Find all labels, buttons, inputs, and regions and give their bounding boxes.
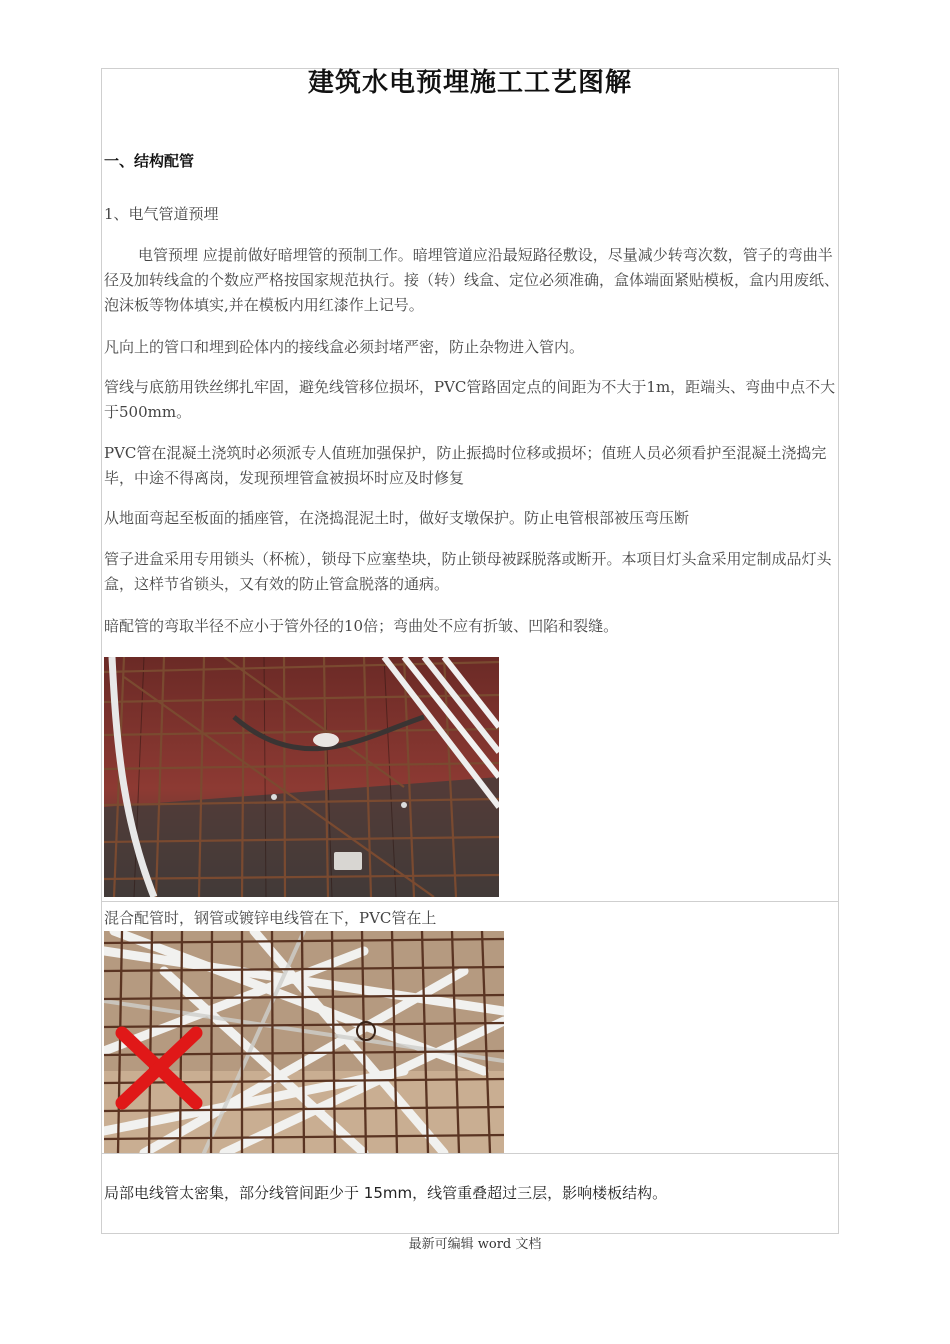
page-title: 建筑水电预埋施工工艺图解 bbox=[307, 68, 632, 98]
subsection-heading: 1、电气管道预埋 bbox=[104, 205, 219, 223]
paragraph: 暗配管的弯取半径不应小于管外径的10倍；弯曲处不应有折皱、凹陷和裂缝。 bbox=[104, 617, 619, 635]
paragraph: PVC管在混凝土浇筑时必须派专人值班加强保护，防止振捣时位移或损坏；值班人员必须看护至混凝土浇捣完毕，中途不得离岗，发现预埋管盒被损坏时应及时修复 bbox=[104, 444, 827, 487]
paragraph: 管线与底筋用铁丝绑扎牢固，避免线管移位损坏，PVC管路固定点的间距为不大于1m，距端头、弯曲中点不大于500mm。 bbox=[104, 378, 836, 421]
photo-caption: 局部电线管太密集，部分线管间距少于 15mm，线管重叠超过三层，影响楼板结构。 bbox=[104, 1184, 668, 1202]
section-heading: 一、结构配管 bbox=[104, 152, 195, 170]
divider bbox=[101, 901, 839, 902]
page-footer: 最新可编辑 word 文档 bbox=[408, 1237, 542, 1252]
divider bbox=[101, 1153, 839, 1154]
dense-conduit-photo bbox=[104, 931, 504, 1153]
paragraph: 从地面弯起至板面的插座管，在浇捣混泥土时，做好支墩保护。防止电管根部被压弯压断 bbox=[104, 509, 690, 527]
paragraph: 管子进盒采用专用锁头（杯梳），锁母下应塞垫块，防止锁母被踩脱落或断开。本项目灯头盒采用定制成品灯头盒，这样节省锁头，又有效的防止管盒脱落的通病。 bbox=[104, 550, 832, 593]
photo-caption: 混合配管时，钢管或镀锌电线管在下，PVC管在上 bbox=[104, 909, 437, 927]
paragraph: 凡向上的管口和埋到砼体内的接线盒必须封堵严密，防止杂物进入管内。 bbox=[104, 338, 585, 356]
paragraph: 电管预埋 应提前做好暗埋管的预制工作。暗埋管道应沿最短路径敷设，尽量减少转弯次数，管子的弯曲半径及加转线盒的个数应严格按国家规范执行。接（转）线盒、定位必须准确，盒体端面紧贴模板，盒内用废纸、泡沫板等物体填实,并在模板内用红漆作上记号。 bbox=[104, 246, 840, 314]
rebar-formwork-photo bbox=[104, 657, 499, 897]
